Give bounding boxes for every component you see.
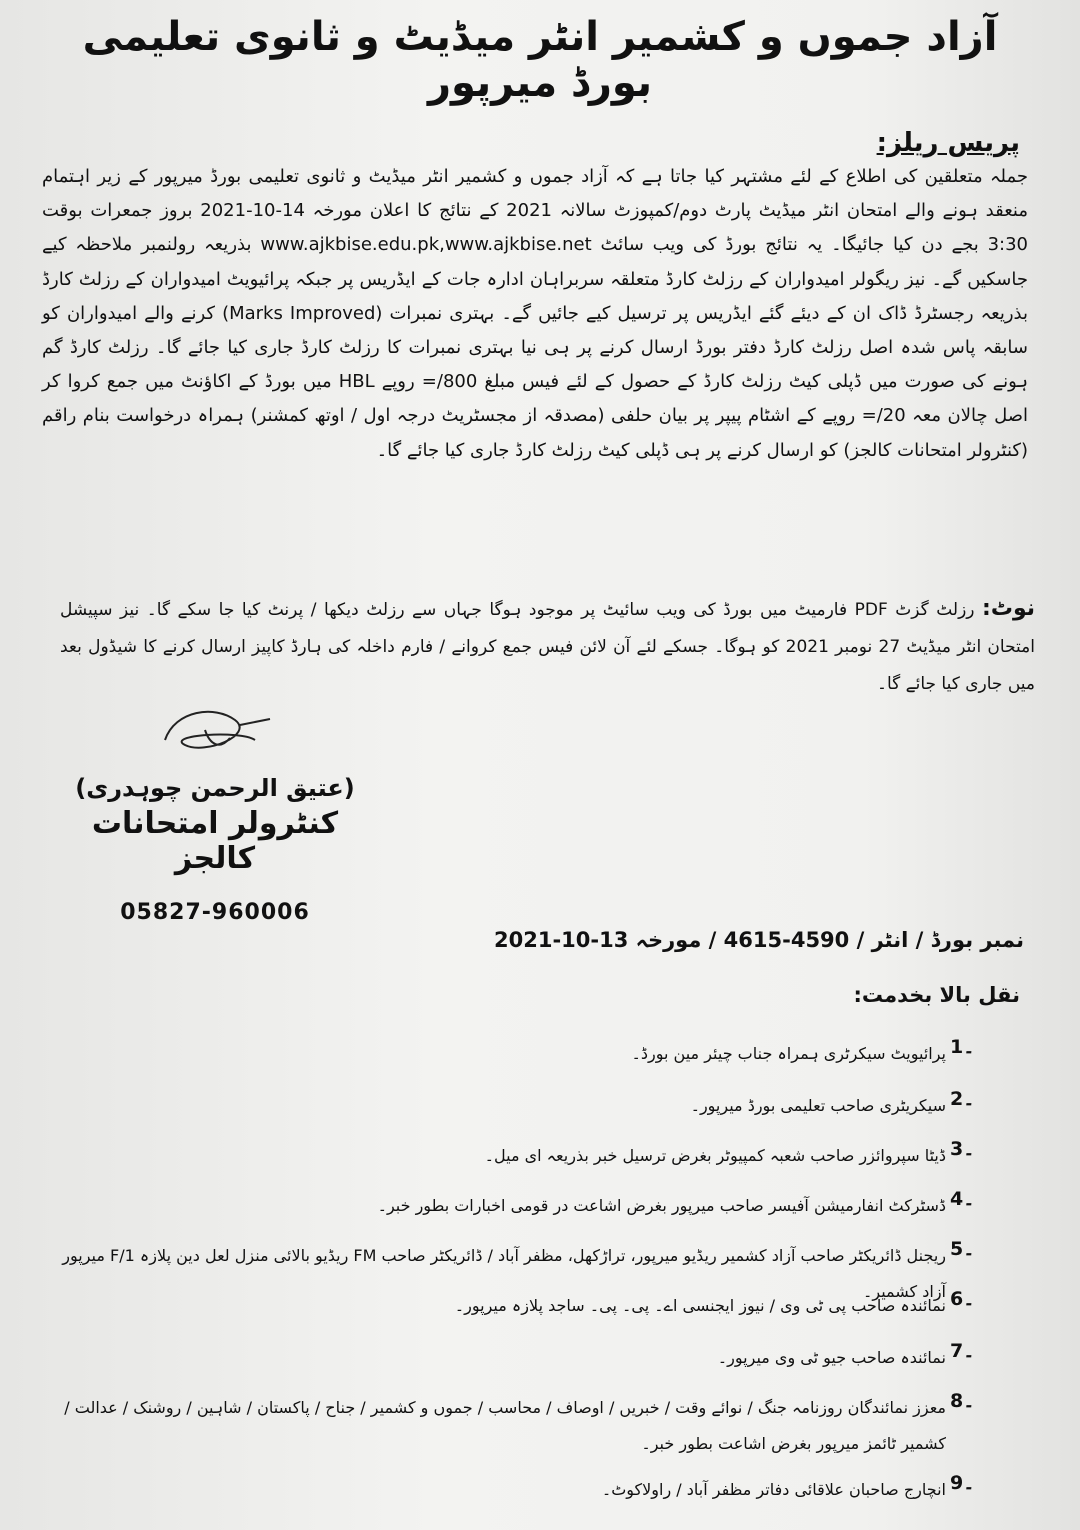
list-item-text: سیکریٹری صاحب تعلیمی بورڈ میرپور۔	[690, 1096, 946, 1115]
reference-number: نمبر بورڈ / انٹر / 4590-4615 / مورخہ 13-10-2021	[493, 928, 1024, 952]
list-item-text: ڈیٹا سپروائزر صاحب شعبہ کمپیوٹر بغرض ترسیل خبر بذریعہ ای میل۔	[484, 1146, 946, 1165]
signature-block	[50, 700, 380, 925]
list-item-number: 4۔	[950, 1188, 975, 1210]
list-item	[50, 1036, 1010, 1072]
list-item-number: 7۔	[950, 1340, 975, 1362]
list-item-text: معزز نمائندگان روزنامہ جنگ / نوائے وقت / خبریں / اوصاف / محاسب / جموں و کشمیر / جناح / پاکستان / شاہین / روشنک / عدالت / کشمیر ٹائمز میرپور بغرض اشاعت بطور خبر۔	[64, 1398, 946, 1453]
list-item-number: 5۔	[950, 1238, 975, 1260]
signer-title: کنٹرولر امتحانات کالجز	[91, 806, 339, 876]
list-item-number: 6۔	[950, 1288, 975, 1310]
list-item	[50, 1188, 1010, 1224]
list-item-number: 2۔	[950, 1088, 975, 1110]
list-item-text: نمائندہ صاحب پی ٹی وی / نیوز ایجنسی اے۔ پی۔ پی۔ ساجد پلازہ میرپور۔	[454, 1296, 946, 1315]
list-item-text: انچارج صاحبان علاقائی دفاتر مظفر آباد / راولاکوٹ۔	[601, 1480, 946, 1499]
list-item	[50, 1472, 1010, 1508]
note-label: نوٹ:	[982, 596, 1036, 621]
list-item-number: 3۔	[950, 1138, 975, 1160]
list-item-number: 9۔	[950, 1472, 975, 1494]
list-item	[50, 1138, 1010, 1174]
list-item	[50, 1088, 1010, 1124]
list-item	[50, 1340, 1010, 1376]
distribution-heading: نقل بالا بخدمت:	[853, 983, 1020, 1007]
list-item-text: ڈسٹرکٹ انفارمیشن آفیسر صاحب میرپور بغرض اشاعت در قومی اخبارات بطور خبر۔	[377, 1196, 946, 1215]
handwritten-signature	[145, 700, 285, 770]
list-item-text: پرائیویٹ سیکرٹری ہمراہ جناب چیئر مین بورڈ۔	[631, 1044, 946, 1063]
list-item-number: 8۔	[950, 1390, 975, 1412]
press-release-heading: پریس ریلز:	[876, 128, 1020, 158]
list-item-number: 1۔	[950, 1036, 975, 1058]
list-item-text: ریجنل ڈائریکٹر صاحب آزاد کشمیر ریڈیو میرپور، تراڑکھل، مظفر آباد / ڈائریکٹر صاحب FM ریڈیو بالائی منزل لعل دین پلازہ F/1 میرپور آزاد کشمیر۔	[62, 1246, 946, 1301]
board-title: آزاد جموں و کشمیر انٹر میڈیٹ و ثانوی تعلیمی بورڈ میرپور	[82, 14, 998, 106]
signer-name: (عتیق الرحمن چوہدری)	[75, 774, 355, 802]
list-item	[50, 1390, 1010, 1462]
phone-number: 05827-960006	[120, 900, 310, 925]
list-item-text: نمائندہ صاحب جیو ٹی وی میرپور۔	[717, 1348, 946, 1367]
list-item	[50, 1288, 1010, 1324]
note-paragraph	[60, 590, 1035, 703]
press-release-body: جملہ متعلقین کی اطلاع کے لئے مشتہر کیا جاتا ہے کہ آزاد جموں و کشمیر انٹر میڈیٹ و ثانوی تعلیمی بورڈ میرپور کے زیر اہتمام منعقد ہونے والے امتحان انٹر میڈیٹ پارٹ دوم/کمپوزٹ سالانہ 2021 کے نتائج کا اعلان مورخہ 14-10-2021 بروز جمعرات بوقت 3:30 بجے دن کیا جائیگا۔ یہ نتائج بورڈ کی ویب سائٹ www.ajkbise.edu.pk,www.ajkbise.net بذریعہ رولنمبر ملاحظہ کیے جاسکیں گے۔ نیز ریگولر امیدواران کے رزلٹ کارڈ متعلقہ سربراہان ادارہ جات کے ایڈریس پر جبکہ پرائیویٹ امیدواران کے رزلٹ کارڈ بذریعہ رجسٹرڈ ڈاک ان کے دیئے گئے ایڈریس پر ترسیل کیے جائیں گے۔ بہتری نمبرات (Marks Improved) کرنے والے امیدواران کو سابقہ پاس شدہ اصل رزلٹ کارڈ دفتر بورڈ ارسال کرنے پر ہی نیا بہتری نمبرات کا رزلٹ کارڈ جاری کیا جائے گا۔ رزلٹ کارڈ گم ہونے کی صورت میں ڈپلی کیٹ رزلٹ کارڈ کے حصول کے لئے فیس مبلغ 800/= روپے HBL میں بورڈ کے اکاؤنٹ میں جمع کروا کر اصل چالان معہ 20/= روپے کے اشٹام پیپر پر بیان حلفی (مصدقہ از مجسٹریٹ درجہ اول / اوتھ کمشنر) ہمراہ درخواست بنام راقم (کنٹرولر امتحانات کالجز) کو ارسال کرنے پر ہی ڈپلی کیٹ رزلٹ کارڈ جاری کیا جائے گا۔	[42, 166, 1029, 461]
note-text: رزلٹ گزٹ PDF فارمیٹ میں بورڈ کی ویب سائیٹ پر موجود ہوگا جہاں سے رزلٹ دیکھا / پرنٹ کیا جا سکے گا۔ نیز سپیشل امتحان انٹر میڈیٹ 27 نومبر 2021 کو ہوگا۔ جسکے لئے آن لائن فیس جمع کروانے / فارم داخلہ کی ہارڈ کاپیز ارسال کرنے کا شیڈول بعد میں جاری کیا جائے گا۔	[60, 600, 1035, 694]
